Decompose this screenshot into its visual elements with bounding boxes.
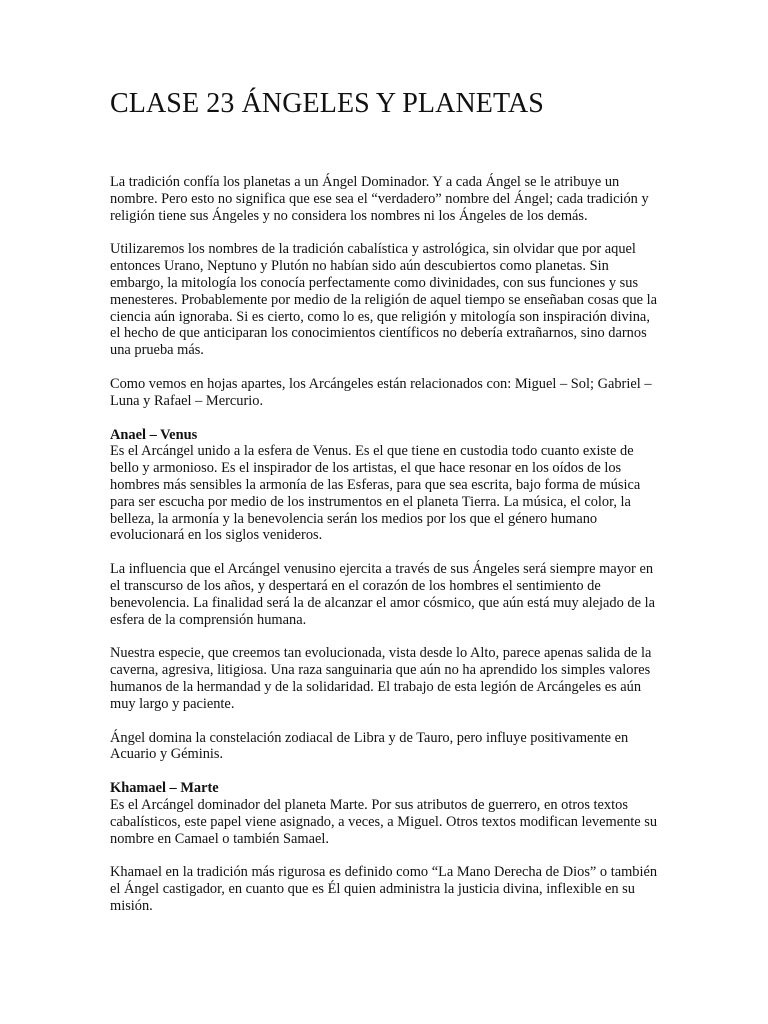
intro-paragraph-2: Utilizaremos los nombres de la tradición cabalística y astrológica, sin olvidar que por aquel entonces Urano, Neptuno y Plutón no habían sido aún descubiertos como planetas. Sin embargo, la mitología los conocía perfectamente como divinidades, con sus funciones y sus menesteres. Probablemente por medio de la religión de aquel tiempo se enseñaban cosas que la ciencia aún ignoraba. Si es cierto, como lo es, que religión y mitología son inspiración divina, el hecho de que anticiparan los conocimientos científicos no debería extrañarnos, sino darnos una prueba más.	[110, 241, 658, 359]
intro-paragraph-1: La tradición confía los planetas a un Ángel Dominador. Y a cada Ángel se le atribuye un nombre. Pero esto no significa que ese sea el “verdadero” nombre del Ángel; cada tradición y religión tiene sus Ángeles y no considera los nombres ni los Ángeles de los demás.	[110, 174, 649, 224]
anael-paragraph-1: Es el Arcángel unido a la esfera de Venus. Es el que tiene en custodia todo cuanto existe de bello y armonioso. Es el inspirador de los artistas, el que hace resonar en los oídos de los hombres más sensibles la armonía de las Esferas, para que sea escrita, bajo forma de música para ser escucha por medio de los instrumentos en el planeta Tierra. La música, el color, la belleza, la armonía y la benevolencia serán los medios por los que el género humano evolucionará en los siglos venideros.	[110, 443, 641, 544]
section-heading-anael: Anael – Venus	[110, 426, 198, 443]
document-page	[110, 86, 660, 915]
section-anael	[110, 427, 660, 545]
section-heading-khamael: Khamael – Marte	[110, 780, 219, 797]
khamael-paragraph-2: Khamael en la tradición más rigurosa es definido como “La Mano Derecha de Dios” o también el Ángel castigador, en cuanto que es Él quien administra la justicia divina, inflexible en su misión.	[110, 864, 658, 914]
page-title: CLASE 23 ÁNGELES Y PLANETAS	[110, 88, 544, 119]
anael-paragraph-4: Ángel domina la constelación zodiacal de Libra y de Tauro, pero influye positivamente en Acuario y Géminis.	[110, 729, 629, 763]
intro-paragraph-3: Como vemos en hojas apartes, los Arcángeles están relacionados con: Miguel – Sol; Gabriel – Luna y Rafael – Mercurio.	[110, 375, 652, 409]
anael-paragraph-3: Nuestra especie, que creemos tan evolucionada, vista desde lo Alto, parece apenas salida de la caverna, agresiva, litigiosa. Una raza sanguinaria que aún no ha aprendido los simples valores humanos de la hermandad y de la solidaridad. El trabajo de esta legión de Arcángeles es aún muy largo y paciente.	[110, 645, 652, 712]
khamael-paragraph-1: Es el Arcángel dominador del planeta Marte. Por sus atributos de guerrero, en otros textos cabalísticos, este papel viene asignado, a veces, a Miguel. Otros textos modifican levemente su nombre en Camael o también Samael.	[110, 796, 658, 847]
section-khamael	[110, 780, 660, 847]
anael-paragraph-2: La influencia que el Arcángel venusino ejercita a través de sus Ángeles será siempre mayor en el transcurso de los años, y despertará en el corazón de los hombres el sentimiento de benevolencia. La finalidad será la de alcanzar el amor cósmico, que aún está muy alejado de la esfera de la comprensión humana.	[110, 561, 655, 628]
